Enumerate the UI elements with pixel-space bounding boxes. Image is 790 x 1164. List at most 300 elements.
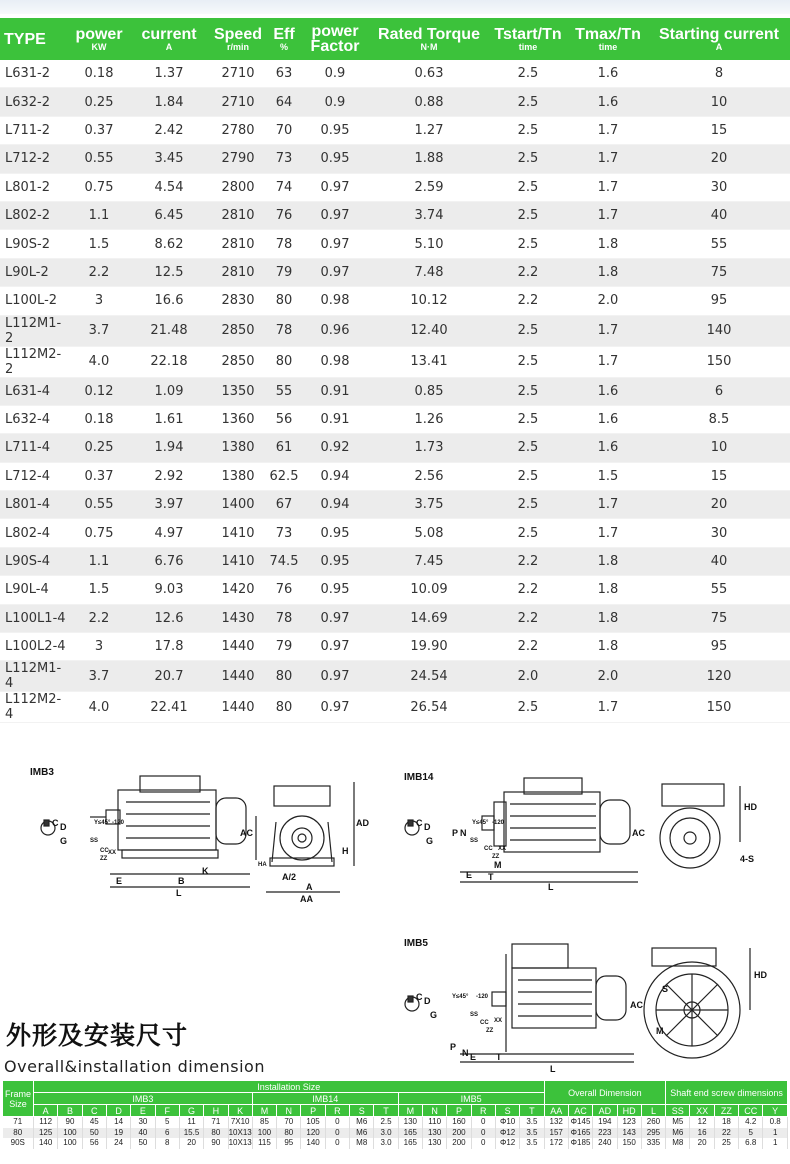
dim-cell: 223 [593, 1128, 617, 1139]
dim-col-header: R [325, 1105, 349, 1117]
spec-cell: L112M1-2 [0, 315, 68, 346]
imb14-label-4s: 4-S [740, 854, 755, 864]
spec-cell: 0.95 [300, 145, 370, 173]
spec-cell: L632-4 [0, 405, 68, 433]
dim-body [3, 1117, 788, 1149]
dim-col-header: F [155, 1105, 179, 1117]
imb14-label-120: -120 [492, 820, 505, 826]
imb3-label-a2: A/2 [282, 872, 297, 882]
spec-cell: 0.37 [68, 116, 130, 144]
dim-cell: 100 [58, 1128, 82, 1139]
spec-cell: 0.98 [300, 346, 370, 377]
dim-cell: 16 [690, 1128, 714, 1139]
spec-cell: 1380 [208, 434, 268, 462]
spec-cell: 0.95 [300, 519, 370, 547]
imb5-outline [400, 934, 770, 1084]
spec-cell: 1.1 [68, 201, 130, 229]
imb5-label-e: E [470, 1052, 477, 1062]
spec-row [0, 633, 790, 661]
dim-cell: 1 [763, 1128, 788, 1139]
dim-header-installation-size: Installation Size [34, 1081, 545, 1093]
spec-cell: 0.95 [300, 576, 370, 604]
spec-cell: 2800 [208, 173, 268, 201]
spec-cell: 0.75 [68, 173, 130, 201]
dim-cell: 0 [471, 1117, 495, 1128]
spec-cell: 2.5 [488, 60, 568, 88]
spec-cell: 55 [648, 230, 790, 258]
header-eff: Eff % [268, 18, 300, 60]
spec-cell: 0.55 [68, 491, 130, 519]
spec-row [0, 116, 790, 144]
spec-cell: L802-4 [0, 519, 68, 547]
spec-cell: L100L1-4 [0, 604, 68, 632]
imb5-label-l: L [550, 1064, 556, 1074]
spec-header-row [0, 18, 790, 60]
spec-cell: 4.97 [130, 519, 208, 547]
drawing-imb5 [400, 934, 770, 1084]
dim-col-header: S [350, 1105, 374, 1117]
motor-spec-table [0, 18, 790, 723]
header-speed: Speed r/min [208, 18, 268, 60]
spec-cell: 2.5 [488, 405, 568, 433]
imb14-label-zz: ZZ [492, 854, 500, 860]
dim-cell: 150 [617, 1138, 641, 1149]
spec-cell: 7.45 [370, 547, 488, 575]
dim-cell: 3.0 [374, 1138, 398, 1149]
spec-cell: 3.45 [130, 145, 208, 173]
spec-cell: 2.2 [488, 633, 568, 661]
dim-cell: 0 [471, 1138, 495, 1149]
dim-cell: 80 [204, 1128, 228, 1139]
spec-cell: 2.0 [568, 287, 648, 315]
spec-cell: 1.5 [68, 576, 130, 604]
spec-cell: 95 [648, 633, 790, 661]
spec-cell: 0.97 [300, 230, 370, 258]
spec-cell: 9.03 [130, 576, 208, 604]
spec-cell: 2.5 [488, 88, 568, 116]
dim-cell: 130 [423, 1138, 447, 1149]
spec-cell: 75 [648, 604, 790, 632]
imb5-label-xx: XX [494, 1018, 503, 1024]
spec-cell: 70 [268, 116, 300, 144]
dim-cell: 130 [398, 1117, 422, 1128]
spec-cell: 26.54 [370, 692, 488, 723]
dim-cell: 50 [131, 1138, 155, 1149]
spec-cell: 20 [648, 491, 790, 519]
dim-cell: 8 [155, 1138, 179, 1149]
spec-cell: 10.09 [370, 576, 488, 604]
spec-cell: 2.42 [130, 116, 208, 144]
spec-cell: L90S-2 [0, 230, 68, 258]
spec-cell: 74 [268, 173, 300, 201]
dim-header-columns [3, 1105, 788, 1117]
imb5-label-120: -120 [476, 994, 489, 1000]
dim-cell: 71 [3, 1117, 34, 1128]
dim-row [3, 1128, 788, 1139]
spec-row [0, 547, 790, 575]
dim-col-header: A [34, 1105, 58, 1117]
spec-cell: 1.8 [568, 547, 648, 575]
spec-cell: 0.97 [300, 201, 370, 229]
dim-cell: M5 [666, 1117, 690, 1128]
imb3-label-b: B [178, 876, 185, 886]
spec-cell: 5.08 [370, 519, 488, 547]
header-type: TYPE [0, 18, 68, 60]
spec-cell: 1440 [208, 661, 268, 692]
spec-cell: 55 [268, 377, 300, 405]
dim-cell: 335 [641, 1138, 665, 1149]
spec-cell: 2.56 [370, 462, 488, 490]
dim-header-shaft: Shaft end screw dimensions [666, 1081, 788, 1105]
spec-cell: L712-4 [0, 462, 68, 490]
spec-row [0, 405, 790, 433]
dim-col-header: XX [690, 1105, 714, 1117]
spec-row [0, 661, 790, 692]
dim-cell: M6 [350, 1128, 374, 1139]
spec-cell: 2.5 [488, 692, 568, 723]
spec-cell: 8.62 [130, 230, 208, 258]
dim-cell: 85 [252, 1117, 276, 1128]
imb3-label-l: L [176, 888, 182, 898]
dim-cell: 19 [106, 1128, 130, 1139]
spec-cell: 1380 [208, 462, 268, 490]
imb3-label-k: K [202, 866, 209, 876]
spec-cell: 1.37 [130, 60, 208, 88]
spec-cell: 40 [648, 201, 790, 229]
spec-cell: 2.5 [488, 519, 568, 547]
imb14-label-cc: CC [484, 846, 493, 852]
spec-cell: 80 [268, 661, 300, 692]
spec-cell: 76 [268, 576, 300, 604]
dimension-table [2, 1080, 788, 1149]
spec-cell: 15 [648, 116, 790, 144]
dim-cell: 120 [301, 1128, 325, 1139]
dim-cell: 2.5 [374, 1117, 398, 1128]
dim-header-imb14: IMB14 [252, 1093, 398, 1105]
dim-cell: 22 [714, 1128, 738, 1139]
spec-cell: 1410 [208, 547, 268, 575]
dim-cell: M8 [350, 1138, 374, 1149]
spec-cell: 1440 [208, 692, 268, 723]
dim-cell: 3.5 [520, 1117, 544, 1128]
imb5-label-c: C [416, 992, 423, 1002]
spec-cell: 56 [268, 405, 300, 433]
spec-cell: 78 [268, 230, 300, 258]
dim-cell: Φ145 [568, 1117, 592, 1128]
spec-cell: 0.88 [370, 88, 488, 116]
spec-cell: 2.5 [488, 434, 568, 462]
dim-cell: 0 [471, 1128, 495, 1139]
dim-cell: 100 [58, 1138, 82, 1149]
header-tmax: Tmax/Tn time [568, 18, 648, 60]
spec-cell: 12.6 [130, 604, 208, 632]
dim-cell: 112 [34, 1117, 58, 1128]
spec-cell: 1.7 [568, 692, 648, 723]
spec-cell: 1.09 [130, 377, 208, 405]
dim-header-imb5: IMB5 [398, 1093, 544, 1105]
dim-col-header: H [204, 1105, 228, 1117]
spec-cell: 5.10 [370, 230, 488, 258]
top-strip [0, 0, 790, 14]
spec-cell: 2850 [208, 315, 268, 346]
dim-col-header: S [495, 1105, 519, 1117]
dim-cell: 110 [423, 1117, 447, 1128]
section-title-en: Overall&installation dimension [4, 1057, 265, 1076]
spec-cell: 13.41 [370, 346, 488, 377]
spec-cell: 2.5 [488, 346, 568, 377]
dim-cell: 50 [82, 1128, 106, 1139]
spec-cell: 0.97 [300, 604, 370, 632]
spec-row [0, 434, 790, 462]
dim-cell: 200 [447, 1138, 471, 1149]
spec-cell: 2790 [208, 145, 268, 173]
spec-cell: 55 [648, 576, 790, 604]
dim-cell: 80 [3, 1128, 34, 1139]
imb5-label-n: N [462, 1048, 469, 1058]
spec-cell: 2780 [208, 116, 268, 144]
spec-cell: 0.25 [68, 88, 130, 116]
imb3-label-e: E [116, 876, 123, 886]
imb3-label-y: Y≤45° [94, 820, 111, 826]
spec-cell: 1410 [208, 519, 268, 547]
spec-cell: 10 [648, 434, 790, 462]
dim-col-header: AD [593, 1105, 617, 1117]
dim-cell: 194 [593, 1117, 617, 1128]
spec-cell: 2.2 [68, 604, 130, 632]
spec-row [0, 60, 790, 88]
dim-cell: 25 [714, 1138, 738, 1149]
spec-cell: L631-4 [0, 377, 68, 405]
spec-cell: 1.7 [568, 173, 648, 201]
dim-cell: 240 [593, 1138, 617, 1149]
imb5-label-m: M [656, 1026, 664, 1036]
spec-cell: 61 [268, 434, 300, 462]
spec-cell: 10 [648, 88, 790, 116]
imb3-label-h: H [342, 846, 349, 856]
spec-cell: 0.97 [300, 173, 370, 201]
spec-cell: 1.7 [568, 519, 648, 547]
spec-cell: 2.5 [488, 491, 568, 519]
spec-cell: 0.92 [300, 434, 370, 462]
imb14-label-ss: SS [470, 838, 479, 844]
imb3-label-120: -120 [112, 820, 125, 826]
spec-cell: 8.5 [648, 405, 790, 433]
dim-cell: 90 [204, 1138, 228, 1149]
dim-col-header: R [471, 1105, 495, 1117]
spec-cell: 2710 [208, 60, 268, 88]
spec-cell: 2.2 [68, 258, 130, 286]
dim-cell: 3.5 [520, 1138, 544, 1149]
spec-cell: 150 [648, 692, 790, 723]
spec-cell: L100L-2 [0, 287, 68, 315]
dim-col-header: CC [739, 1105, 763, 1117]
dim-cell: Φ12 [495, 1138, 519, 1149]
spec-cell: L90L-2 [0, 258, 68, 286]
dim-col-header: T [374, 1105, 398, 1117]
spec-cell: L112M1-4 [0, 661, 68, 692]
spec-cell: 2810 [208, 258, 268, 286]
spec-cell: 0.25 [68, 434, 130, 462]
dim-cell: Φ12 [495, 1128, 519, 1139]
spec-cell: 19.90 [370, 633, 488, 661]
imb3-label-xx: XX [108, 850, 117, 856]
spec-cell: 2.5 [488, 116, 568, 144]
dim-cell: 0 [325, 1117, 349, 1128]
spec-cell: 0.94 [300, 462, 370, 490]
spec-cell: 2.5 [488, 315, 568, 346]
spec-cell: 95 [648, 287, 790, 315]
spec-row [0, 258, 790, 286]
header-rated-torque: Rated Torque N·M [370, 18, 488, 60]
dim-cell: 20 [690, 1138, 714, 1149]
spec-cell: 7.48 [370, 258, 488, 286]
imb3-label-ha: HA [258, 862, 267, 868]
spec-cell: 0.95 [300, 116, 370, 144]
spec-cell: 2.5 [488, 173, 568, 201]
spec-cell: 80 [268, 346, 300, 377]
spec-cell: 1.7 [568, 315, 648, 346]
spec-cell: 78 [268, 315, 300, 346]
spec-cell: 1.6 [568, 88, 648, 116]
dim-cell: 125 [34, 1128, 58, 1139]
imb5-label-s: S [662, 984, 669, 994]
imb14-label-l: L [548, 882, 554, 892]
spec-row [0, 377, 790, 405]
spec-cell: 1.8 [568, 604, 648, 632]
spec-cell: 1350 [208, 377, 268, 405]
spec-cell: 2710 [208, 88, 268, 116]
spec-cell: 6.45 [130, 201, 208, 229]
dim-cell: Φ165 [568, 1128, 592, 1139]
spec-cell: 1.8 [568, 258, 648, 286]
spec-row [0, 201, 790, 229]
spec-cell: L112M2-4 [0, 692, 68, 723]
spec-row [0, 173, 790, 201]
header-power: power KW [68, 18, 130, 60]
spec-cell: L801-2 [0, 173, 68, 201]
spec-cell: 3.7 [68, 661, 130, 692]
dim-cell: 3.0 [374, 1128, 398, 1139]
drawing-imb3 [30, 762, 370, 912]
spec-cell: 0.75 [68, 519, 130, 547]
dim-cell: 5 [739, 1128, 763, 1139]
imb14-label-ac: AC [632, 828, 645, 838]
spec-cell: L112M2-2 [0, 346, 68, 377]
spec-cell: 2.2 [488, 547, 568, 575]
spec-cell: 0.97 [300, 692, 370, 723]
imb14-label-p: P [452, 828, 459, 838]
spec-cell: 3.75 [370, 491, 488, 519]
spec-cell: 20 [648, 145, 790, 173]
imb14-label-m: M [494, 860, 502, 870]
dim-cell: 95 [277, 1138, 301, 1149]
dim-cell: 115 [252, 1138, 276, 1149]
spec-cell: L711-2 [0, 116, 68, 144]
spec-cell: 4.0 [68, 692, 130, 723]
spec-cell: 140 [648, 315, 790, 346]
spec-cell: 2.5 [488, 462, 568, 490]
dim-cell: M6 [350, 1117, 374, 1128]
imb3-label-aa: AA [300, 894, 313, 904]
spec-cell: 80 [268, 692, 300, 723]
dim-cell: 1 [763, 1138, 788, 1149]
dim-cell: 80 [277, 1128, 301, 1139]
header-starting-current: Starting current A [648, 18, 790, 60]
spec-cell: 2.5 [488, 377, 568, 405]
dim-cell: 143 [617, 1128, 641, 1139]
spec-cell: 4.54 [130, 173, 208, 201]
spec-cell: 1.26 [370, 405, 488, 433]
spec-cell: 2.0 [488, 661, 568, 692]
spec-cell: 40 [648, 547, 790, 575]
dim-col-header: SS [666, 1105, 690, 1117]
spec-cell: 17.8 [130, 633, 208, 661]
spec-cell: 2.2 [488, 576, 568, 604]
spec-cell: 1.94 [130, 434, 208, 462]
drawing-imb14 [400, 762, 770, 912]
spec-cell: 0.98 [300, 287, 370, 315]
spec-cell: 0.96 [300, 315, 370, 346]
dim-cell: 105 [301, 1117, 325, 1128]
spec-cell: 1440 [208, 633, 268, 661]
spec-cell: 150 [648, 346, 790, 377]
dim-cell: 7X10 [228, 1117, 252, 1128]
spec-cell: 3.74 [370, 201, 488, 229]
spec-cell: 67 [268, 491, 300, 519]
spec-cell: 0.97 [300, 633, 370, 661]
spec-row [0, 462, 790, 490]
spec-cell: 2.2 [488, 604, 568, 632]
dim-col-header: AA [544, 1105, 568, 1117]
imb5-label-d: D [424, 996, 431, 1006]
spec-cell: 1.8 [568, 230, 648, 258]
dim-cell: 0 [325, 1128, 349, 1139]
spec-cell: 0.91 [300, 377, 370, 405]
spec-cell: 2810 [208, 230, 268, 258]
spec-row [0, 576, 790, 604]
dim-cell: 123 [617, 1117, 641, 1128]
imb14-label-y: Y≤45° [472, 820, 489, 826]
spec-cell: 63 [268, 60, 300, 88]
spec-cell: 1360 [208, 405, 268, 433]
dim-cell: 90 [58, 1117, 82, 1128]
dim-cell: 20 [179, 1138, 203, 1149]
spec-cell: 2.0 [568, 661, 648, 692]
spec-cell: 4.0 [68, 346, 130, 377]
spec-row [0, 145, 790, 173]
spec-cell: 0.9 [300, 60, 370, 88]
spec-cell: 0.18 [68, 405, 130, 433]
imb14-label-n: N [460, 828, 467, 838]
dim-cell: 165 [398, 1138, 422, 1149]
imb3-outline [30, 762, 370, 912]
dim-col-header: ZZ [714, 1105, 738, 1117]
spec-cell: 1.6 [568, 405, 648, 433]
spec-row [0, 491, 790, 519]
spec-cell: 1.27 [370, 116, 488, 144]
spec-cell: 1420 [208, 576, 268, 604]
spec-cell: 2850 [208, 346, 268, 377]
spec-cell: 3.7 [68, 315, 130, 346]
dim-col-header: E [131, 1105, 155, 1117]
spec-cell: L632-2 [0, 88, 68, 116]
spec-cell: 12.40 [370, 315, 488, 346]
spec-cell: L711-4 [0, 434, 68, 462]
spec-cell: 0.37 [68, 462, 130, 490]
spec-cell: 2.59 [370, 173, 488, 201]
spec-cell: 1.8 [568, 576, 648, 604]
spec-cell: 2810 [208, 201, 268, 229]
